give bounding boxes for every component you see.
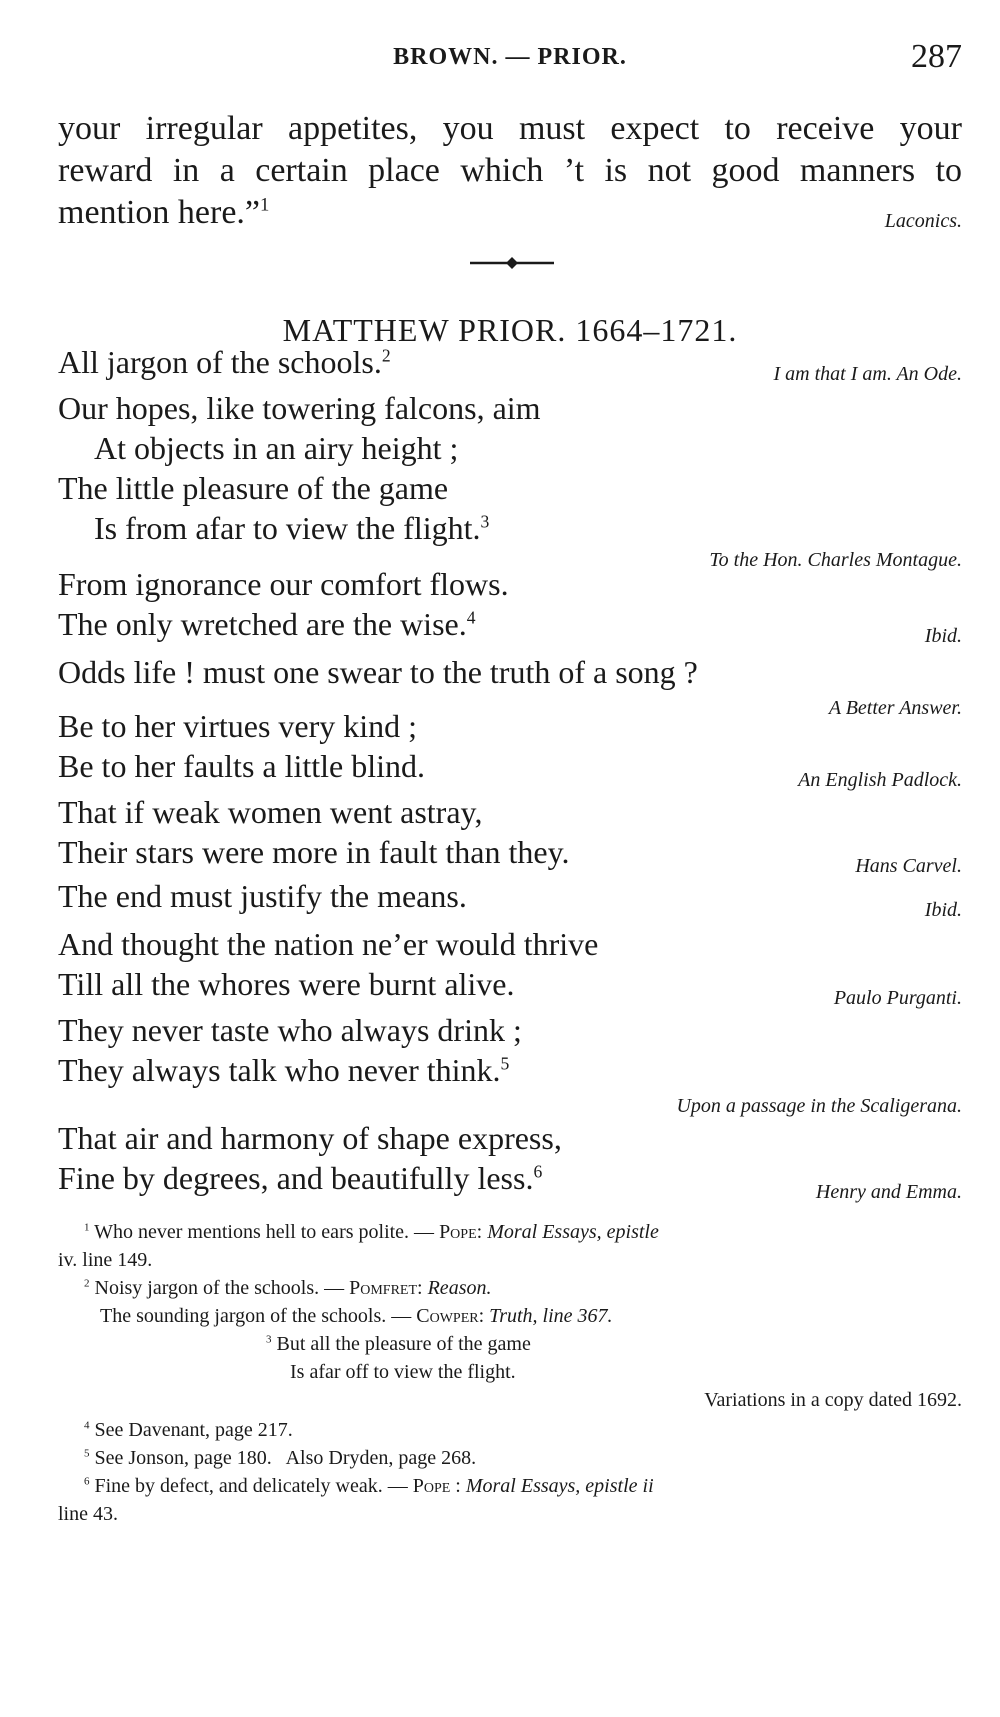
paragraph-line: your irregular appetites, you must expect to receive your [58,110,962,147]
footnote-work: Reason. [427,1277,492,1299]
footnote-text: Who never mentions hell to ears polite. — [94,1221,435,1243]
quote-block [58,876,962,921]
note-ref: 6 [533,1161,543,1182]
footnote-author: Cowper [416,1305,479,1327]
footnote-verse-line: But all the pleasure of the game [276,1333,531,1355]
footnote-mark: 5 [84,1447,90,1460]
verse-line [58,1050,962,1090]
note-ref: 5 [500,1053,510,1074]
verse-line: From ignorance our comfort flows. [58,566,509,602]
quote-source: Ibid. [924,625,962,647]
page-header [58,38,962,78]
quote-block [58,924,962,1009]
footnote-work: Truth, [489,1305,538,1327]
footnote-text: See Jonson, page 180. Also Dryden, page 268. [94,1447,477,1469]
verse-line: At objects in an airy height ; [94,430,459,466]
note-ref: 1 [260,194,270,216]
quote-source: Hans Carvel. [855,855,962,877]
footnote-work: Moral Essays, epistle [487,1221,659,1243]
footnote-1-continuation: iv. line 149. [58,1249,153,1271]
quote-source: I am that I am. An Ode. [773,363,962,385]
footnote-3-source: Variations in a copy dated 1692. [704,1389,962,1411]
verse-line: They never taste who always drink ; [58,1012,522,1048]
verse-line: The little pleasure of the game [58,470,449,506]
verse-line: Be to her faults a little blind. [58,748,426,784]
footnote-6-continuation: line 43. [58,1503,118,1525]
verse-line: The end must justify the means. [58,878,467,914]
verse-text: They always talk who never think. [58,1052,501,1088]
footnote-author: Pope [439,1221,477,1243]
footnote-text: Noisy jargon of the schools. — [94,1277,345,1299]
note-ref: 4 [466,607,476,628]
footnote-line-ref: line 367. [542,1305,613,1327]
footnote-3-line-2: Is afar off to view the flight. [290,1361,516,1383]
footnote-author: Pomfret [349,1277,418,1299]
verse-text: The only wretched are the wise. [58,606,467,642]
quote-block [58,652,962,719]
book-page [58,0,962,1717]
verse-text: All jargon of the schools. [58,344,382,380]
verse-line: Their stars were more in fault than they. [58,834,570,870]
verse-line: Our hopes, like towering falcons, aim [58,390,541,426]
section-title: MATTHEW PRIOR. 1664–1721. [282,312,738,348]
quote-source: Ibid. [924,899,962,921]
footnote-mark: 1 [84,1221,90,1234]
quote-source: Upon a passage in the Scaligerana. [676,1095,962,1117]
verse-line: That if weak women went astray, [58,794,483,830]
quote-block [58,342,962,385]
paragraph-line [58,192,962,234]
footnote-mark: 6 [84,1475,90,1488]
quote-block [58,792,962,877]
footnote-mark: 3 [266,1333,272,1346]
quote-source: Henry and Emma. [815,1181,962,1203]
quote-source: To the Hon. Charles Montague. [709,549,962,571]
verse-line: Till all the whores were burnt alive. [58,966,515,1002]
quote-block [58,388,962,571]
quote-source: Paulo Purganti. [833,987,962,1009]
quote-source: A Better Answer. [828,697,962,719]
footnote-5 [58,1444,988,1472]
running-title: BROWN. — PRIOR. [393,44,627,70]
quote-source: An English Padlock. [798,769,962,791]
footnote-3 [58,1330,1000,1358]
footnote-1: $^1$ Who never mentions hell to ears polite. — Pope: Moral Essays, epistle [84,1221,659,1243]
verse-line [58,604,962,644]
footnote-author: Pope [412,1475,451,1497]
footnote-2: $^2$ Noisy jargon of the schools. — Pomfret: Reason. [84,1277,492,1299]
footnote-text: See Davenant, page 217. [94,1419,293,1441]
footnote-6: $^6$ Fine by defect, and delicately weak. — Pope : Moral Essays, epistle ii [84,1475,654,1497]
quote-block [58,706,962,791]
opening-paragraph [58,108,962,234]
page-number: 287 [911,38,962,75]
footnote-text: Fine by defect, and delicately weak. — [94,1475,408,1497]
paragraph-line-text: mention here.” [58,194,261,231]
quote-source: Laconics. [884,210,962,232]
verse-text: Is from afar to view the flight. [94,510,481,546]
footnote-2-second-line: The sounding jargon of the schools. — Cowper: Truth, line 367. [100,1305,613,1327]
verse-line: And thought the nation ne’er would thrive [58,926,599,962]
note-ref: 2 [381,345,391,366]
footnote-mark: 4 [84,1419,90,1432]
verse-line: Be to her virtues very kind ; [58,708,418,744]
footnote-text: The sounding jargon of the schools. — [100,1305,412,1327]
verse-text: Fine by degrees, and beautifully less. [58,1160,534,1196]
quote-block [58,1118,962,1203]
section-divider-ornament [470,256,554,270]
quote-block [58,564,962,647]
paragraph-line: reward in a certain place which ’t is not good manners to [58,152,962,189]
footnote-mark: 2 [84,1277,90,1290]
footnote-work: Moral Essays, epistle ii [465,1475,654,1497]
verse-line: That air and harmony of shape express, [58,1120,562,1156]
verse-line: Odds life ! must one swear to the truth of a song ? [58,654,698,690]
footnote-4 [58,1416,988,1444]
note-ref: 3 [480,511,490,532]
quote-block [58,1010,962,1117]
